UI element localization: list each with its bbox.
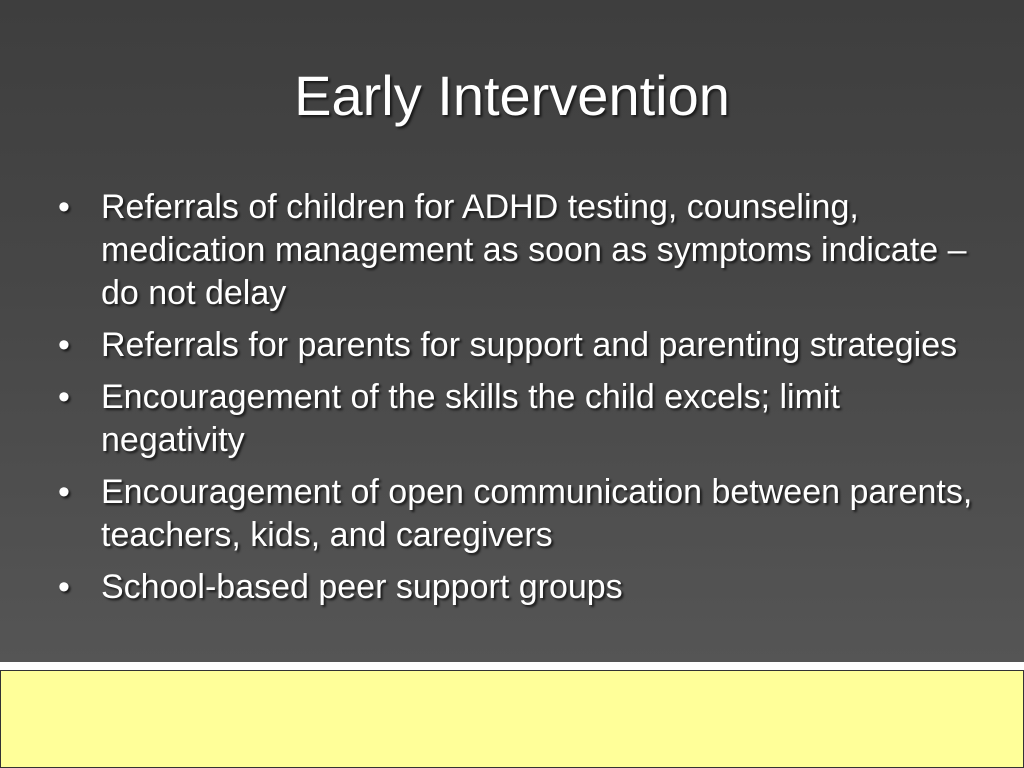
bullet-icon: •: [58, 326, 70, 364]
bullet-item: [58, 324, 978, 367]
bullet-text: Referrals for parents for support and parenting strategies: [101, 326, 958, 364]
bullet-icon: •: [58, 378, 70, 416]
bullet-text: Encouragement of open communication between parents, teachers, kids, and caregivers: [101, 473, 973, 554]
bullet-text: Referrals of children for ADHD testing, counseling, medication management as soon as symptoms indicate – do not delay: [101, 188, 967, 312]
bullet-item: [58, 376, 978, 462]
bullet-icon: •: [58, 568, 70, 606]
bullet-list: [58, 186, 978, 618]
slide-divider: [0, 662, 1024, 670]
bullet-icon: •: [58, 188, 70, 226]
slide-title: Early Intervention: [294, 64, 730, 127]
bullet-text: School-based peer support groups: [101, 568, 623, 606]
notes-panel[interactable]: [0, 670, 1024, 768]
bullet-icon: •: [58, 473, 70, 511]
bullet-item: [58, 471, 978, 557]
bullet-item: [58, 186, 978, 315]
bullet-item: [58, 566, 978, 609]
bullet-text: Encouragement of the skills the child excels; limit negativity: [101, 378, 840, 459]
